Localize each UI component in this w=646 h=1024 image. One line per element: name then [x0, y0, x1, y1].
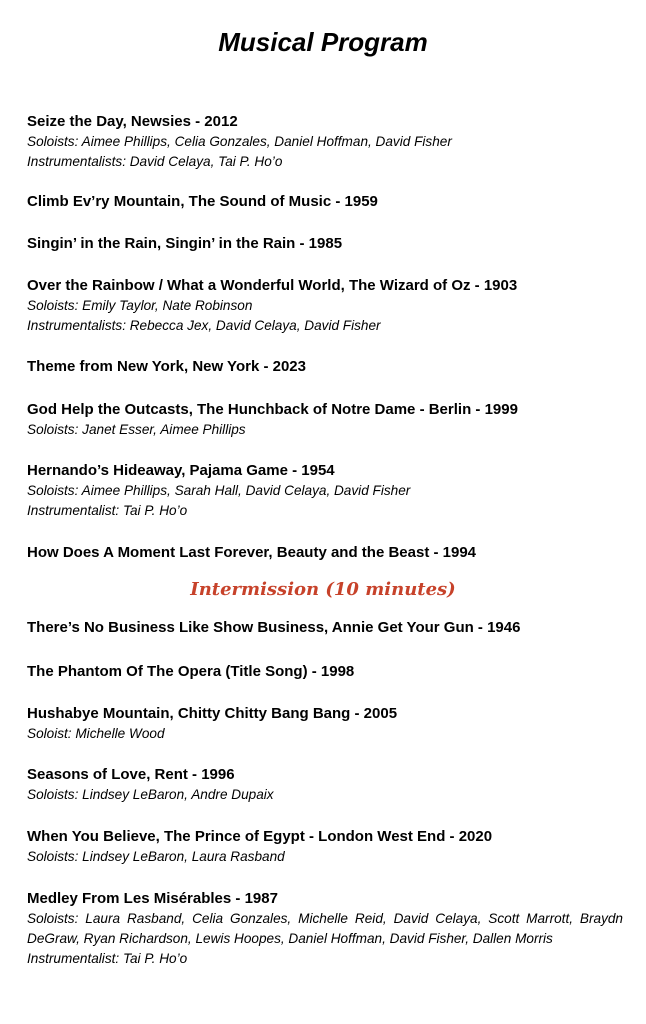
soloists-paragraph: Soloists: Laura Rasband, Celia Gonzales, Michelle Reid, David Celaya, Scott Marrott, Braydn DeGraw, Ryan Richardson, Lewis Hoopes, Daniel Hoffman, David Fisher, Dallen Morris: [27, 911, 623, 946]
song-title: When You Believe, The Prince of Egypt - London West End - 2020: [27, 828, 493, 845]
program-item: [27, 276, 627, 336]
instrumentalists-line: Instrumentalists: David Celaya, Tai P. Ho’o: [27, 154, 283, 169]
song-title: Hushabye Mountain, Chitty Chitty Bang Bang - 2005: [27, 705, 398, 722]
song-title: How Does A Moment Last Forever, Beauty and the Beast - 1994: [27, 544, 477, 561]
program-item: [27, 704, 627, 744]
program-item: [27, 112, 627, 172]
program-item: [27, 461, 627, 521]
soloists-line: Soloists: Aimee Phillips, Celia Gonzales, Daniel Hoffman, David Fisher: [27, 134, 452, 149]
program-item: [27, 192, 627, 212]
instrumentalist-line: Instrumentalist: Tai P. Ho’o: [27, 951, 188, 966]
program-title: Musical Program: [218, 27, 428, 57]
program-item: [27, 357, 627, 377]
song-title: Medley From Les Misérables - 1987: [27, 890, 278, 907]
program-item: [27, 662, 627, 682]
song-title: Over the Rainbow / What a Wonderful World, The Wizard of Oz - 1903: [27, 277, 518, 294]
song-title: Theme from New York, New York - 2023: [27, 358, 306, 375]
song-title: Seize the Day, Newsies - 2012: [27, 113, 238, 130]
soloists-line: Soloists: Janet Esser, Aimee Phillips: [27, 422, 246, 437]
program-item: [27, 827, 627, 867]
song-title: Seasons of Love, Rent - 1996: [27, 766, 235, 783]
song-title: There’s No Business Like Show Business, Annie Get Your Gun - 1946: [27, 619, 521, 636]
song-title: God Help the Outcasts, The Hunchback of Notre Dame - Berlin - 1999: [27, 401, 518, 418]
soloist-line: Soloist: Michelle Wood: [27, 726, 165, 741]
soloists-line: Soloists: Lindsey LeBaron, Laura Rasband: [27, 849, 285, 864]
soloists-line: Soloists: Emily Taylor, Nate Robinson: [27, 298, 253, 313]
instrumentalists-line: Instrumentalists: Rebecca Jex, David Celaya, David Fisher: [27, 318, 381, 333]
intermission-heading: Intermission (10 minutes): [190, 579, 456, 600]
program-item: [27, 889, 627, 969]
program-item: [27, 234, 627, 254]
song-title: The Phantom Of The Opera (Title Song) - 1998: [27, 663, 355, 680]
program-item: [27, 618, 627, 638]
song-title: Hernando’s Hideaway, Pajama Game - 1954: [27, 462, 335, 479]
program-item: [27, 765, 627, 805]
song-title: Singin’ in the Rain, Singin’ in the Rain - 1985: [27, 235, 343, 252]
program-item: [27, 400, 627, 440]
soloists-line: Soloists: Lindsey LeBaron, Andre Dupaix: [27, 787, 274, 802]
soloists-line: Soloists: Aimee Phillips, Sarah Hall, David Celaya, David Fisher: [27, 483, 411, 498]
program-item: [27, 543, 627, 563]
song-title: Climb Ev’ry Mountain, The Sound of Music - 1959: [27, 193, 378, 210]
instrumentalists-line: Instrumentalist: Tai P. Ho’o: [27, 503, 188, 518]
